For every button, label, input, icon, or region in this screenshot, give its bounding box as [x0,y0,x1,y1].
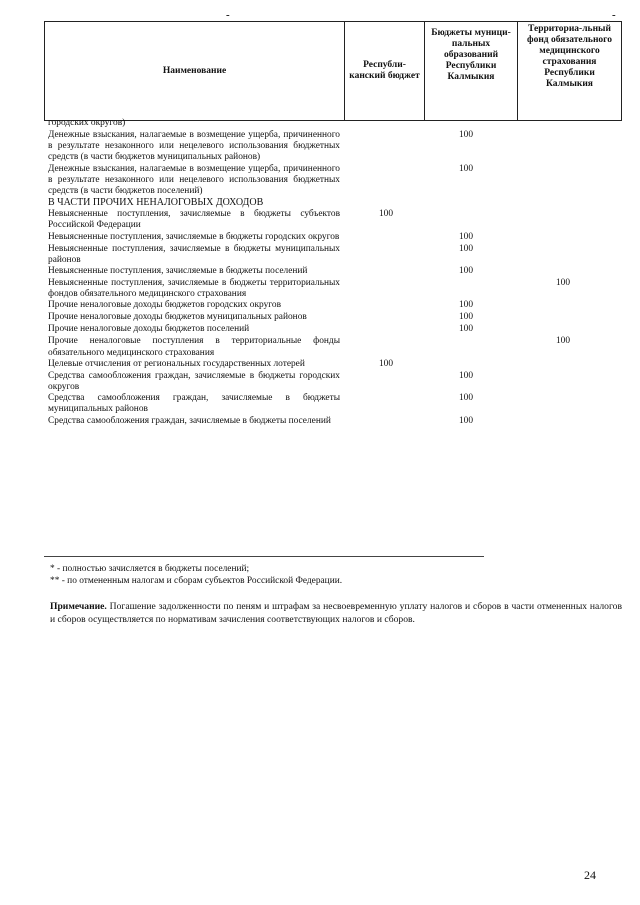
municipal-budget-value: 100 [458,393,474,404]
row-name: Средства самообложения граждан, зачисляемые в бюджеты поселений [48,415,331,426]
note-label: Примечание. [50,601,107,612]
row-name: Прочие неналоговые доходы бюджетов городских округов [48,300,282,311]
table-row [48,278,623,300]
row-name: Прочие неналоговые поступления в территориальные фонды обязательного медицинского страхования [48,336,340,358]
table-header [44,21,622,121]
table-row [48,359,623,371]
table-row [48,393,623,415]
municipal-budget-value: 100 [458,130,474,140]
table-row [48,118,623,130]
table-body [48,118,623,428]
footnote: * - полностью зачисляется в бюджеты поселений; [50,564,250,574]
row-name: Невыясненные поступления, зачисляемые в бюджеты муниципальных районов [48,243,340,265]
table-row [48,266,623,278]
table-row [48,130,623,164]
municipal-budget-value: 100 [458,243,474,254]
table-row [48,312,623,324]
republic-budget-value: 100 [378,209,394,220]
row-name: Невыясненные поступления, зачисляемые в бюджеты городских округов [48,231,340,242]
row-name: Невыясненные поступления, зачисляемые в бюджеты поселений [48,266,308,277]
header-name: Наименование [45,22,345,121]
row-name: Невыясненные поступления, зачисляемые в бюджеты субъектов Российской Федерации [48,209,340,231]
municipal-budget-value: 100 [458,312,474,323]
header-medical-fund: Территориа-льный фонд обязательного медицинского страхования Республики Калмыкия [518,22,622,121]
table-row [48,232,623,244]
page-number: 24 [584,868,596,882]
row-name: В ЧАСТИ ПРОЧИХ НЕНАЛОГОВЫХ ДОХОДОВ [48,197,264,209]
row-name: Невыясненные поступления, зачисляемые в бюджеты территориальных фондов обязательного медицинского страхования [48,278,340,300]
table-row [48,209,623,231]
row-name: Средства самообложения граждан, зачисляемые в бюджеты муниципальных районов [48,393,340,415]
section-heading-row [48,197,623,209]
table-row [48,336,623,358]
municipal-budget-value: 100 [458,370,474,381]
republic-budget-value: 100 [378,358,394,369]
note-paragraph [50,601,622,626]
footnote-divider [44,556,484,557]
footnotes [50,563,342,587]
row-name: Денежные взыскания, налагаемые в возмещение ущерба, причиненного в результате незаконного или нецелевого использования бюджетных средств (в части бюджетов муниципальных районов) [48,130,340,163]
top-mark-right: - [612,9,616,21]
row-name: Средства самообложения граждан, зачисляемые в бюджеты городских округов [48,370,340,393]
table-row [48,416,623,428]
row-name: Прочие неналоговые доходы бюджетов поселений [48,324,250,335]
row-name: Целевые отчисления от региональных государственных лотерей [48,358,305,369]
medical-fund-value: 100 [555,278,571,289]
header-municipal-budgets: Бюджеты муници-пальных образований Республики Калмыкия [425,22,518,121]
row-name: городских округов) [48,118,126,128]
footnote: ** - по отмененным налогам и сборам субъектов Российской Федерации. [50,576,343,586]
row-name: Денежные взыскания, налагаемые в возмещение ущерба, причиненного в результате незаконного или нецелевого использования бюджетных средств (в части бюджетов поселений) [48,163,340,197]
table-row [48,324,623,336]
top-mark-left: - [226,9,230,21]
table-row [48,371,623,393]
municipal-budget-value: 100 [458,324,474,335]
note-text: Погашение задолженности по пеням и штрафам за несвоевременную уплату налогов и сборов в части отмененных налогов и сборов осуществляется по нормативам зачисления соответствующих налогов и сборов. [50,601,622,625]
municipal-budget-value: 100 [458,300,474,311]
table-row [48,164,623,198]
municipal-budget-value: 100 [458,266,474,277]
medical-fund-value: 100 [555,336,571,347]
municipal-budget-value: 100 [458,415,474,426]
table-row [48,300,623,312]
header-republic-budget: Республи-канский бюджет [345,22,425,121]
municipal-budget-value: 100 [458,231,474,242]
row-name: Прочие неналоговые доходы бюджетов муниципальных районов [48,312,307,323]
municipal-budget-value: 100 [458,163,474,174]
table-row [48,244,623,266]
